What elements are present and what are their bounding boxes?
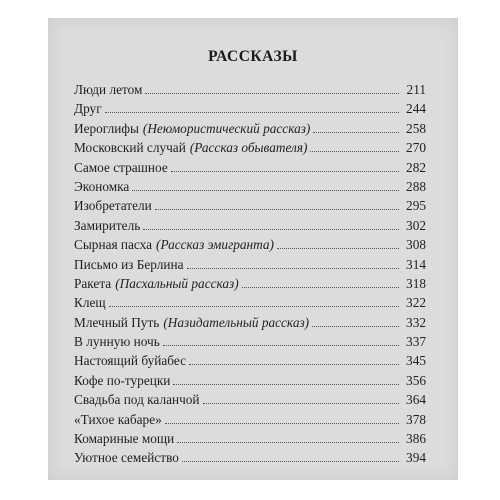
entry-subtitle: (Назидательный рассказ) (163, 314, 310, 330)
entry-page-number: 314 (406, 256, 426, 272)
toc-entry (74, 255, 426, 274)
entry-page-number: 211 (406, 82, 426, 97)
toc-entry (74, 351, 426, 370)
entry-page-number: 302 (406, 217, 426, 233)
entry-title: Клещ (74, 295, 106, 311)
entry-page-number: 308 (406, 237, 426, 253)
toc-entry (74, 99, 426, 118)
toc-entry (74, 158, 426, 177)
entry-title: Млечный Путь (74, 314, 160, 330)
toc-entry (74, 410, 426, 429)
entry-title: Свадьба под каланчой (74, 392, 200, 408)
entry-subtitle: (Рассказ эмигранта) (156, 237, 274, 253)
dot-leader (105, 102, 399, 113)
entry-page-number: 270 (406, 140, 426, 156)
dot-leader (203, 393, 399, 404)
entry-title: Московский случай (74, 140, 186, 156)
entry-title: Уютное семейство (74, 450, 179, 466)
entry-title: Сырная пасха (74, 237, 153, 253)
dot-leader (173, 374, 399, 385)
toc-entry (74, 371, 426, 390)
entry-subtitle: (Неюмористический рассказ) (142, 120, 311, 136)
entry-title: Замиритель (74, 217, 141, 233)
dot-leader (143, 219, 399, 230)
dot-leader (163, 335, 399, 346)
entry-title: Ракета (74, 275, 112, 291)
toc-entry (74, 80, 426, 99)
entry-page-number: 337 (406, 334, 426, 350)
entry-page-number: 386 (406, 431, 426, 447)
entry-page-number: 364 (406, 392, 426, 408)
entry-title: Друг (74, 101, 102, 117)
entry-page-number: 318 (406, 275, 426, 291)
entry-title: Иероглифы (74, 120, 139, 136)
entry-subtitle: (Пасхальный рассказ) (115, 275, 239, 291)
entry-page-number: 282 (406, 159, 426, 175)
toc-entry (74, 138, 426, 157)
entry-title: Экономка (74, 178, 130, 194)
toc-entry (74, 429, 426, 448)
dot-leader (313, 122, 399, 133)
entry-page-number: 356 (406, 372, 426, 388)
entry-page-number: 394 (406, 450, 426, 466)
dot-leader (109, 296, 399, 307)
dot-leader (132, 180, 399, 191)
entry-title: В лунную ночь (74, 334, 160, 350)
entry-title: Комариные мощи (74, 431, 175, 447)
entry-page-number: 345 (406, 353, 426, 369)
dot-leader (171, 161, 399, 172)
toc-entry (74, 119, 426, 138)
toc-entry (74, 332, 426, 351)
entry-page-number: 322 (406, 295, 426, 311)
entry-page-number: 244 (406, 101, 426, 117)
toc-entry (74, 390, 426, 409)
toc-entry (74, 196, 426, 215)
toc-entry (74, 274, 426, 293)
dot-leader (189, 354, 399, 365)
entry-page-number: 288 (406, 178, 426, 194)
dot-leader (312, 316, 399, 327)
entry-page-number: 378 (406, 411, 426, 427)
entry-title: Люди летом (74, 82, 143, 97)
entry-subtitle: (Рассказ обывателя) (189, 140, 308, 156)
toc-entry (74, 177, 426, 196)
entry-title: Кофе по-турецки (74, 372, 171, 388)
toc-entry (74, 235, 426, 254)
book-page (48, 18, 458, 480)
dot-leader (165, 413, 399, 424)
toc-entry (74, 448, 426, 467)
dot-leader (182, 451, 399, 462)
entry-title: «Тихое кабаре» (74, 411, 162, 427)
toc-entry (74, 313, 426, 332)
toc-entry (74, 293, 426, 312)
table-of-contents (74, 80, 426, 468)
entry-title: Настоящий буйабес (74, 353, 186, 369)
entry-page-number: 258 (406, 120, 426, 136)
entry-page-number: 295 (406, 198, 426, 214)
dot-leader (177, 432, 399, 443)
section-heading: РАССКАЗЫ (208, 48, 298, 65)
dot-leader (242, 277, 399, 288)
dot-leader (187, 258, 399, 269)
entry-page-number: 332 (406, 314, 426, 330)
toc-entry (74, 216, 426, 235)
dot-leader (155, 199, 399, 210)
entry-title: Письмо из Берлина (74, 256, 184, 272)
entry-title: Самое страшное (74, 159, 168, 175)
dot-leader (277, 238, 399, 249)
dot-leader (310, 141, 399, 152)
entry-title: Изобретатели (74, 198, 152, 214)
dot-leader (145, 83, 399, 94)
